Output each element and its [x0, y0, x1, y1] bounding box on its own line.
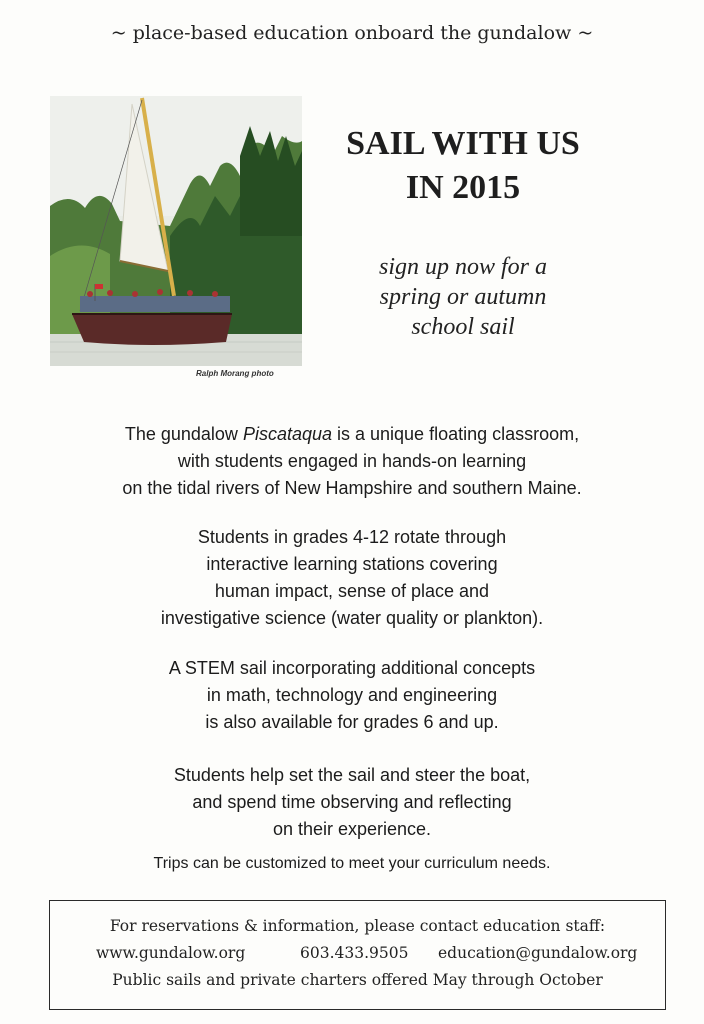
website-link[interactable]: www.gundalow.org [96, 944, 246, 962]
tagline: ~ place-based education onboard the gundalow ~ [110, 22, 594, 44]
email-link[interactable]: education@gundalow.org [438, 944, 638, 962]
activities-line-2: and spend time observing and reflecting [192, 792, 512, 812]
stations-line-4: investigative science (water quality or plankton). [160, 608, 544, 628]
headline [318, 122, 608, 210]
headline-line-2: IN 2015 [405, 169, 521, 206]
intro-line-1-pre: The gundalow [124, 424, 243, 444]
stem-paragraph [40, 655, 664, 736]
contact-box [49, 900, 666, 1010]
photo-credit: Ralph Morang photo [196, 369, 274, 378]
subline-line-3: school sail [411, 314, 515, 340]
contact-footer: Public sails and private charters offered May through October [112, 971, 603, 989]
subline [318, 252, 608, 342]
stations-paragraph [40, 524, 664, 632]
gundalow-photo [50, 96, 302, 366]
intro-line-3: on the tidal rivers of New Hampshire and southern Maine. [122, 478, 582, 498]
stem-line-2: in math, technology and engineering [206, 685, 498, 705]
intro-line-2: with students engaged in hands-on learning [177, 451, 527, 471]
stations-line-3: human impact, sense of place and [214, 581, 490, 601]
boat-name: Piscataqua [242, 424, 332, 444]
intro-line-1-post: is a unique floating classroom, [332, 424, 580, 444]
intro-line-1 [40, 421, 664, 448]
trips-note: Trips can be customized to meet your curriculum needs. [153, 855, 551, 872]
headline-line-1: SAIL WITH US [346, 125, 580, 162]
phone-number[interactable]: 603.433.9505 [300, 944, 409, 962]
intro-paragraph [40, 421, 664, 502]
stations-line-1: Students in grades 4-12 rotate through [197, 527, 507, 547]
contact-heading: For reservations & information, please contact education staff: [109, 917, 606, 935]
stem-line-3: is also available for grades 6 and up. [205, 712, 499, 732]
subline-line-1: sign up now for a [378, 254, 548, 280]
activities-line-1: Students help set the sail and steer the boat, [173, 765, 531, 785]
subline-line-2: spring or autumn [379, 284, 547, 310]
stations-line-2: interactive learning stations covering [206, 554, 498, 574]
activities-paragraph [40, 762, 664, 843]
stem-line-1: A STEM sail incorporating additional concepts [168, 658, 536, 678]
activities-line-3: on their experience. [272, 819, 432, 839]
